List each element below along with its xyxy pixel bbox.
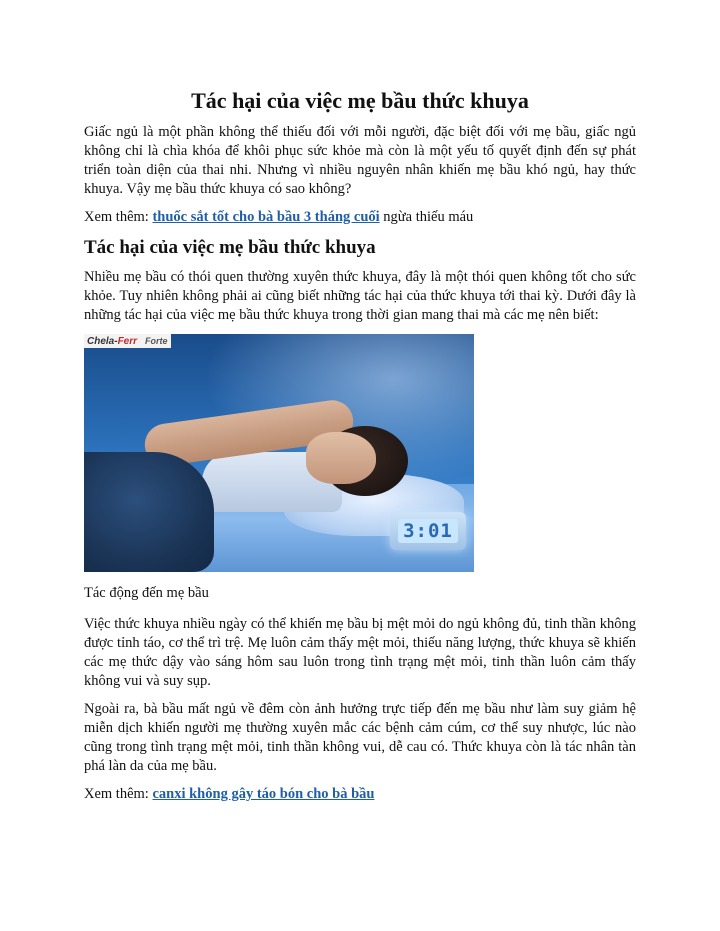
image-caption: Tác động đến mẹ bầu xyxy=(84,585,209,602)
see-more-link-2[interactable]: canxi không gây táo bón cho bà bầu xyxy=(152,786,375,803)
intro-paragraph: Giấc ngủ là một phần không thể thiếu đối với mỗi người, đặc biệt đối với mẹ bầu, giấc ngủ không chỉ là chìa khóa để khôi phục sức khỏe mà còn là một yếu tố quyết định đến sự phát triển toàn diện của thai nhi. Nhưng vì nhiều nguyên nhân khiến mẹ bầu khó ngủ, hay thức khuya. Vậy mẹ bầu thức khuya có sao không? xyxy=(84,124,636,198)
paragraph-2: Việc thức khuya nhiều ngày có thể khiến mẹ bầu bị mệt mỏi do ngủ không đủ, tinh thần không được tỉnh táo, cơ thể trì trệ. Mẹ luôn cảm thấy mệt mỏi, thiếu năng lượng, thức khuya sẽ khiến các mẹ thức dậy vào sáng hôm sau luôn trong tình trạng mệt mỏi, tinh thần luôn cảm thấy không vui và suy sụp. xyxy=(84,616,636,690)
page-title: Tác hại của việc mẹ bầu thức khuya xyxy=(191,88,529,113)
section-heading: Tác hại của việc mẹ bầu thức khuya xyxy=(84,237,376,259)
brand-logo: Chela-Ferr Forte xyxy=(84,334,171,348)
see-more-suffix-1: ngừa thiếu máu xyxy=(379,209,474,226)
paragraph-3: Ngoài ra, bà bầu mất ngủ về đêm còn ảnh hưởng trực tiếp đến mẹ bầu như làm suy giảm hệ miễn dịch khiến người mẹ thường xuyên mắc các bệnh cảm cúm, cơ thể suy nhược, lúc nào cũng trong tình trạng mệt mỏi, tinh thần không vui, dễ cau có. Thức khuya còn là tác nhân tàn phá làn da của mẹ bầu. xyxy=(84,701,636,775)
see-more-line-1 xyxy=(84,208,636,227)
alarm-clock xyxy=(390,512,466,550)
see-more-prefix-1: Xem thêm: xyxy=(84,209,153,226)
see-more-line-2 xyxy=(84,785,636,804)
see-more-prefix-2: Xem thêm: xyxy=(84,786,153,803)
article xyxy=(84,88,636,813)
woman-hands xyxy=(306,432,376,484)
see-more-link-1[interactable]: thuốc sắt tốt cho bà bầu 3 tháng cuối xyxy=(152,209,380,226)
paragraph-1: Nhiều mẹ bầu có thói quen thường xuyên thức khuya, đây là một thói quen không tốt cho sức khỏe. Tuy nhiên không phải ai cũng biết những tác hại của thức khuya tới thai kỳ. Dưới đây là những tác hại của việc mẹ bầu thức khuya trong thời gian mang thai mà các mẹ nên biết: xyxy=(84,269,636,324)
blanket xyxy=(84,452,214,572)
article-image xyxy=(84,334,474,572)
clock-display: 3:01 xyxy=(398,519,458,543)
